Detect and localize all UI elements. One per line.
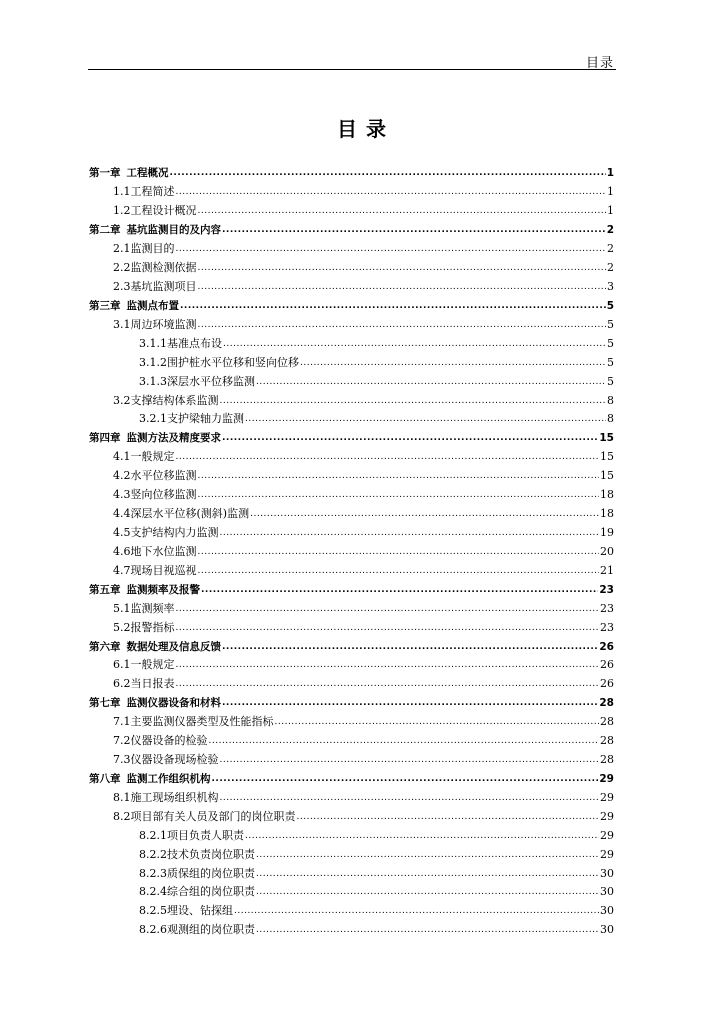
toc-page-number: 23: [600, 601, 614, 615]
running-header-title: 目录: [585, 56, 614, 71]
toc-entry-title: 监测目的: [130, 242, 175, 256]
toc-entry-title: 基坑监测目的及内容: [126, 224, 221, 237]
toc-section-entry[interactable]: [89, 372, 614, 391]
toc-section-entry[interactable]: [89, 826, 614, 845]
toc-dot-leader: [234, 904, 599, 918]
toc-dot-leader: [198, 204, 607, 218]
toc-page-number: 30: [600, 923, 614, 937]
toc-chapter-entry[interactable]: [89, 164, 614, 183]
toc-section-entry[interactable]: [89, 240, 614, 259]
toc-dot-leader: [297, 810, 600, 824]
toc-entry-number: 5.2: [113, 620, 131, 634]
toc-page-number: 8: [607, 412, 614, 426]
toc-section-entry[interactable]: [89, 486, 614, 505]
toc-entry-title: 当日报表: [130, 677, 175, 691]
toc-entry-title: 基准点布设: [167, 336, 222, 350]
toc-chapter-entry[interactable]: [89, 770, 614, 789]
toc-entry-number: 4.3: [113, 488, 131, 502]
toc-dot-leader: [176, 185, 607, 199]
toc-section-entry[interactable]: [89, 656, 614, 675]
toc-entry-number: 4.6: [113, 544, 131, 558]
toc-entry-number: 8.2.4: [139, 885, 167, 899]
toc-page-number: 29: [599, 772, 614, 785]
toc-page-number: 29: [600, 847, 614, 861]
toc-dot-leader: [220, 526, 600, 540]
toc-page-number: 23: [599, 583, 614, 596]
toc-entry-title: 技术负责岗位职责: [167, 847, 255, 861]
toc-entry-title: 深层水平位移监测: [167, 374, 255, 388]
toc-dot-leader: [198, 488, 600, 502]
toc-dot-leader: [220, 791, 600, 805]
toc-page-number: 8: [607, 393, 614, 407]
toc-entry-number: 6.2: [113, 677, 131, 691]
toc-entry-number: 2.1: [113, 242, 131, 256]
toc-page-number: 1: [607, 204, 614, 218]
toc-entry-title: 水平位移监测: [130, 469, 197, 483]
toc-entry-number: 5.1: [113, 601, 131, 615]
toc-page-number: 30: [600, 904, 614, 918]
toc-dot-leader: [198, 261, 607, 275]
toc-page-number: 26: [600, 677, 614, 691]
toc-dot-leader: [180, 299, 606, 313]
toc-entry-number: 4.1: [113, 450, 131, 464]
toc-entry-number: 6.1: [113, 658, 131, 672]
toc-entry-title: 项目负责人职责: [167, 828, 244, 842]
toc-entry-number: 8.2.5: [139, 904, 167, 918]
toc-entry-number: 3.1.1: [139, 336, 167, 350]
toc-page-number: 28: [600, 715, 614, 729]
toc-entry-title: 项目部有关人员及部门的岗位职责: [130, 809, 296, 823]
toc-page-number: 15: [600, 469, 614, 483]
toc-dot-leader: [198, 564, 600, 578]
toc-section-entry[interactable]: [89, 902, 614, 921]
toc-page-number: 2: [607, 242, 614, 256]
header-rule: [88, 69, 616, 70]
toc-section-entry[interactable]: [89, 807, 614, 826]
toc-dot-leader: [275, 715, 600, 729]
toc-dot-leader: [176, 677, 600, 691]
toc-page-number: 29: [600, 809, 614, 823]
toc-entry-title: 监测方法及精度要求: [126, 432, 221, 445]
toc-dot-leader: [256, 848, 599, 862]
toc-dot-leader: [222, 696, 598, 710]
toc-entry-number: 4.5: [113, 525, 131, 539]
toc-entry-number: 1.2: [113, 204, 131, 218]
toc-dot-leader: [176, 450, 600, 464]
toc-entry-number: 3.1: [113, 317, 131, 331]
toc-entry-number: 4.2: [113, 469, 131, 483]
toc-section-entry[interactable]: [89, 921, 614, 940]
toc-section-entry[interactable]: [89, 353, 614, 372]
toc-dot-leader: [222, 223, 606, 237]
toc-section-entry[interactable]: [89, 845, 614, 864]
toc-entry-number: 3.1.3: [139, 374, 167, 388]
toc-chapter-entry[interactable]: [89, 296, 614, 315]
toc-entry-title: 支护结构内力监测: [130, 525, 219, 539]
toc-section-entry[interactable]: [89, 505, 614, 524]
toc-dot-leader: [198, 469, 600, 483]
toc-page-number: 15: [599, 432, 614, 445]
toc-section-entry[interactable]: [89, 883, 614, 902]
toc-dot-leader: [212, 772, 599, 786]
toc-entry-number: 8.2.3: [139, 866, 167, 880]
toc-entry-title: 一般规定: [130, 450, 175, 464]
toc-entry-number: 第八章: [89, 772, 121, 785]
toc-chapter-entry[interactable]: [89, 694, 614, 713]
toc-section-entry[interactable]: [89, 675, 614, 694]
toc-section-entry[interactable]: [89, 524, 614, 543]
toc-dot-leader: [209, 734, 600, 748]
toc-page-number: 20: [600, 544, 614, 558]
toc-entry-title: 围护桩水平位移和竖向位移: [167, 355, 299, 369]
toc-dot-leader: [198, 318, 607, 332]
toc-page-number: 5: [606, 299, 614, 312]
toc-dot-leader: [245, 412, 606, 426]
toc-entry-number: 3.1.2: [139, 355, 167, 369]
toc-page-number: 18: [600, 488, 614, 502]
toc-section-entry[interactable]: [89, 391, 614, 410]
toc-page-number: 19: [600, 525, 614, 539]
toc-dot-leader: [198, 280, 607, 294]
toc-entry-title: 一般规定: [130, 658, 175, 672]
toc-page-number: 5: [607, 374, 614, 388]
toc-entry-title: 质保组的岗位职责: [167, 866, 255, 880]
toc-dot-leader: [176, 658, 600, 672]
toc-entry-title: 支撑结构体系监测: [130, 393, 219, 407]
toc-entry-number: 8.2.6: [139, 923, 167, 937]
toc-chapter-entry[interactable]: [89, 429, 614, 448]
toc-chapter-entry[interactable]: [89, 637, 614, 656]
toc-entry-title: 现场目视巡视: [130, 563, 197, 577]
toc-entry-title: 埋设、钻探组: [167, 904, 233, 918]
toc-section-entry[interactable]: [89, 788, 614, 807]
toc-entry-number: 7.2: [113, 734, 131, 748]
toc-section-entry[interactable]: [89, 599, 614, 618]
toc-entry-title: 竖向位移监测: [130, 488, 197, 502]
toc-entry-title: 报警指标: [130, 620, 175, 634]
toc-entry-title: 监测工作组织机构: [126, 772, 211, 785]
toc-entry-number: 8.2.2: [139, 847, 167, 861]
toc-page-number: 3: [607, 279, 614, 293]
toc-entry-number: 第七章: [89, 697, 121, 710]
toc-page-number: 26: [600, 658, 614, 672]
toc-entry-title: 基坑监测项目: [130, 279, 197, 293]
toc-dot-leader: [245, 829, 599, 843]
toc-section-entry[interactable]: [89, 183, 614, 202]
toc-page-number: 28: [599, 697, 614, 710]
toc-section-entry[interactable]: [89, 561, 614, 580]
toc-dot-leader: [176, 602, 600, 616]
toc-section-entry[interactable]: [89, 315, 614, 334]
toc-entry-number: 8.1: [113, 790, 131, 804]
toc-title: 目 录: [337, 117, 387, 141]
toc-entry-number: 4.4: [113, 507, 131, 521]
toc-entry-number: 第六章: [89, 640, 121, 653]
toc-entry-number: 第四章: [89, 432, 121, 445]
toc-entry-number: 4.7: [113, 563, 131, 577]
toc-entry-number: 8.2.1: [139, 828, 167, 842]
toc-section-entry[interactable]: [89, 334, 614, 353]
toc-entry-title: 工程概况: [126, 167, 169, 180]
toc-entry-title: 监测检测依据: [130, 261, 197, 275]
toc-list: [89, 164, 614, 940]
toc-dot-leader: [256, 923, 599, 937]
toc-entry-title: 数据处理及信息反馈: [126, 640, 221, 653]
toc-dot-leader: [198, 545, 600, 559]
toc-entry-number: 第五章: [89, 583, 121, 596]
toc-entry-title: 深层水平位移(测斜)监测: [130, 507, 250, 521]
toc-page-number: 1: [607, 185, 614, 199]
toc-entry-number: 第二章: [89, 224, 121, 237]
toc-section-entry[interactable]: [89, 618, 614, 637]
toc-page-number: 28: [600, 734, 614, 748]
toc-dot-leader: [223, 337, 606, 351]
toc-dot-leader: [170, 166, 606, 180]
toc-entry-title: 监测频率及报警: [126, 583, 200, 596]
toc-dot-leader: [176, 621, 600, 635]
toc-entry-title: 工程简述: [130, 185, 175, 199]
toc-entry-number: 7.1: [113, 715, 131, 729]
toc-page-number: 2: [607, 261, 614, 275]
toc-page-number: 29: [600, 828, 614, 842]
toc-page-number: 30: [600, 866, 614, 880]
toc-entry-number: 第一章: [89, 167, 121, 180]
toc-dot-leader: [256, 375, 606, 389]
toc-entry-title: 监测仪器设备和材料: [126, 697, 221, 710]
toc-page-number: 15: [600, 450, 614, 464]
toc-chapter-entry[interactable]: [89, 221, 614, 240]
toc-chapter-entry[interactable]: [89, 580, 614, 599]
toc-page-number: 21: [600, 563, 614, 577]
toc-entry-number: 2.3: [113, 279, 131, 293]
toc-entry-title: 仪器设备现场检验: [130, 753, 219, 767]
toc-dot-leader: [300, 356, 606, 370]
toc-dot-leader: [176, 242, 607, 256]
toc-page-number: 26: [599, 640, 614, 653]
toc-entry-number: 8.2: [113, 809, 131, 823]
toc-page-number: 23: [600, 620, 614, 634]
toc-page-number: 18: [600, 507, 614, 521]
toc-entry-title: 监测频率: [130, 601, 175, 615]
toc-entry-title: 地下水位监测: [130, 544, 197, 558]
toc-page-number: 2: [606, 224, 614, 237]
toc-entry-number: 第三章: [89, 299, 121, 312]
toc-dot-leader: [222, 431, 598, 445]
toc-dot-leader: [220, 394, 607, 408]
toc-entry-number: 3.2: [113, 393, 131, 407]
toc-dot-leader: [256, 867, 599, 881]
toc-page-number: 5: [607, 317, 614, 331]
toc-entry-title: 仪器设备的检验: [130, 734, 208, 748]
toc-entry-number: 2.2: [113, 261, 131, 275]
toc-page-number: 5: [607, 336, 614, 350]
toc-entry-title: 综合组的岗位职责: [167, 885, 255, 899]
toc-dot-leader: [222, 640, 598, 654]
toc-entry-title: 观测组的岗位职责: [167, 923, 255, 937]
toc-section-entry[interactable]: [89, 448, 614, 467]
toc-entry-title: 主要监测仪器类型及性能指标: [130, 715, 274, 729]
toc-section-entry[interactable]: [89, 278, 614, 297]
toc-section-entry[interactable]: [89, 467, 614, 486]
toc-entry-title: 监测点布置: [126, 299, 179, 312]
toc-section-entry[interactable]: [89, 864, 614, 883]
toc-section-entry[interactable]: [89, 732, 614, 751]
toc-page-number: 30: [600, 885, 614, 899]
toc-entry-title: 周边环境监测: [130, 317, 197, 331]
toc-entry-number: 3.2.1: [139, 412, 167, 426]
toc-section-entry[interactable]: [89, 259, 614, 278]
toc-section-entry[interactable]: [89, 542, 614, 561]
toc-entry-number: 7.3: [113, 753, 131, 767]
toc-dot-leader: [256, 885, 599, 899]
toc-entry-title: 支护梁轴力监测: [167, 412, 244, 426]
toc-entry-title: 工程设计概况: [130, 204, 197, 218]
toc-dot-leader: [220, 753, 600, 767]
toc-section-entry[interactable]: [89, 410, 614, 429]
toc-section-entry[interactable]: [89, 751, 614, 770]
toc-section-entry[interactable]: [89, 713, 614, 732]
toc-entry-number: 1.1: [113, 185, 131, 199]
toc-dot-leader: [250, 507, 599, 521]
toc-entry-title: 施工现场组织机构: [130, 790, 219, 804]
toc-page-number: 28: [600, 753, 614, 767]
toc-page-number: 1: [606, 167, 614, 180]
toc-dot-leader: [201, 583, 598, 597]
toc-section-entry[interactable]: [89, 202, 614, 221]
toc-page-number: 5: [607, 355, 614, 369]
toc-page-number: 29: [600, 790, 614, 804]
